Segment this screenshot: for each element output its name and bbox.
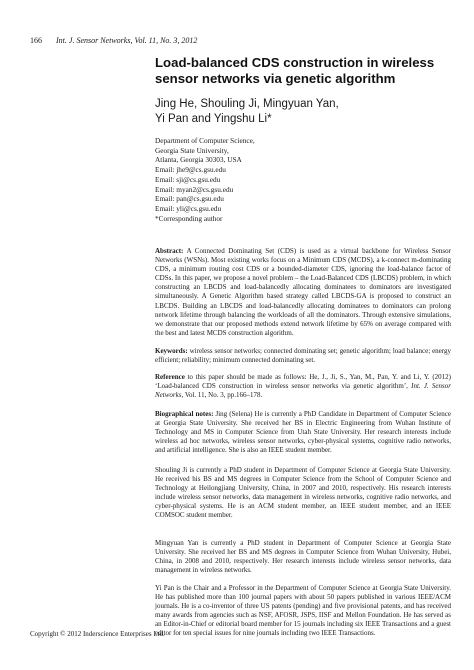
reference: [155, 373, 451, 400]
keywords-label: Keywords:: [155, 347, 188, 355]
abstract-label: Abstract:: [155, 247, 184, 255]
email-line: Email: jhe9@cs.gsu.edu: [155, 165, 226, 175]
bio-yi-pan: [155, 584, 451, 639]
reference-text: to this paper should be made as follows: He, J., Ji, S., Yan, M., Pan, Y. and Li, Y. (2012) ‘Load-balanced CDS construction in wireless sensor networks via genetic algorithm’,: [155, 373, 452, 391]
corresponding-author-note: *Corresponding author: [155, 213, 223, 223]
copyright-footer: Copyright © 2012 Inderscience Enterprises Ltd.: [30, 630, 165, 638]
abstract: [155, 247, 451, 338]
email-line: Email: yli@cs.gsu.edu: [155, 203, 222, 213]
bio-shouling-ji: [155, 466, 451, 521]
author-line-2: Yi Pan and Yingshu Li*: [155, 113, 272, 125]
bio-text: Jing (Selena) He is currently a PhD Candidate in Department of Computer Science at Georgia State University. She received her BS in Electric Engineering from Wuhan Institute of Technology and MS in Computer Science from Utah State University. Her research interests include wireless ad hoc networks, wireless sensor networks, cyber-physical systems, cognitive radio networks, and artificial intelligence. She is also an IEEE student member.: [155, 410, 452, 455]
email-line: Email: myan2@cs.gsu.edu: [155, 184, 234, 194]
bio-mingyuan-yan: [155, 539, 451, 575]
affiliation-line: Department of Computer Science,: [155, 136, 255, 145]
bio-jing-he: [155, 410, 451, 455]
affiliation-block: [155, 136, 455, 223]
reference-tail: Vol. 11, No. 3, pp.166–178.: [184, 391, 263, 400]
keywords-text: wireless sensor networks; connected dominating set; genetic algorithm; load balance; energy efficient; reliability; minimum connected dominating set.: [155, 347, 451, 365]
bio-label: Biographical notes:: [155, 410, 214, 418]
abstract-text: A Connected Dominating Set (CDS) is used as a virtual backbone for Wireless Sensor Networks (WSNs). Most existing works focus on a Minimum CDS (MCDS), a k-connect m-dominating CDS, a minimum routing cost CDS or a bounded-diameter CDS, ignoring the load-balance factor of CDSs. In this paper, we propose a novel problem – the Load-Balanced CDS (LBCDS) problem, in which constructing an LBCDS and load-balancedly allocating dominatees to dominators are investigated simultaneously. A Genetic Algorithm based strategy called LBCDS-GA is proposed to construct an LBCDS. Building an LBCDS and load-balancedly allocating dominatees to dominators can prolong network lifetime through balancing the workloads of all the dominators. Through extensive simulations, we demonstrate that our proposed methods extend network lifetime by 65% on average compared with the best and latest MCDS construction algorithm.: [155, 247, 451, 337]
journal-name: Int. J. Sensor Networks, Vol. 11, No. 3, 2012: [56, 36, 198, 45]
affiliation-line: Georgia State University,: [155, 145, 229, 155]
running-head: [30, 36, 197, 45]
email-line: Email: sji@cs.gsu.edu: [155, 174, 221, 184]
reference-journal: Int. J. Sensor Networks,: [155, 382, 451, 400]
bio-text: Mingyuan Yan is currently a PhD student in Department of Computer Science at Georgia State University. She received her BS and MS degrees in Computer Science from Wuhan University, Hubei, China, in 2008 and 2010, respectively. Her research interests include wireless sensor networks, data management in wireless networks.: [155, 539, 451, 575]
email-line: Email: pan@cs.gsu.edu: [155, 194, 224, 204]
author-line-1: Jing He, Shouling Ji, Mingyuan Yan,: [155, 98, 339, 110]
bio-text: Shouling Ji is currently a PhD student in Department of Computer Science at Georgia State University. He received his BS and MS degrees in Computer Science from the School of Computer Science and Technology at Heilongjiang University, China, in 2007 and 2010, respectively. His research interests include wireless sensor networks, data management in wireless networks, cognitive radio networks, and cyber-physical systems. He is an ACM student member, an IEEE student member, and an IEEE COMSOC student member.: [155, 466, 451, 520]
author-list: [155, 97, 455, 127]
reference-label: Reference: [155, 373, 185, 381]
page-number: 166: [30, 36, 42, 45]
affiliation-line: Atlanta, Georgia 30303, USA: [155, 155, 242, 165]
paper-title: Load-balanced CDS construction in wireless sensor networks via genetic algorithm: [155, 55, 435, 86]
bio-text: Yi Pan is the Chair and a Professor in the Department of Computer Science at Georgia State University. He has published more than 100 journal papers with about 50 papers published in various IEEE/ACM journals. He is a co-inventor of three US patents (pending) and five provisional patents, and has received many awards from agencies such as NSF, AFOSR, JSPS, IISF and Mellon Foundation. He has served as an Editor-in-Chief or editorial board member for 15 journals including six IEEE Transactions and a guest editor for ten special issues for nine journals including two IEEE Transactions.: [155, 584, 451, 638]
keywords: [155, 347, 451, 365]
